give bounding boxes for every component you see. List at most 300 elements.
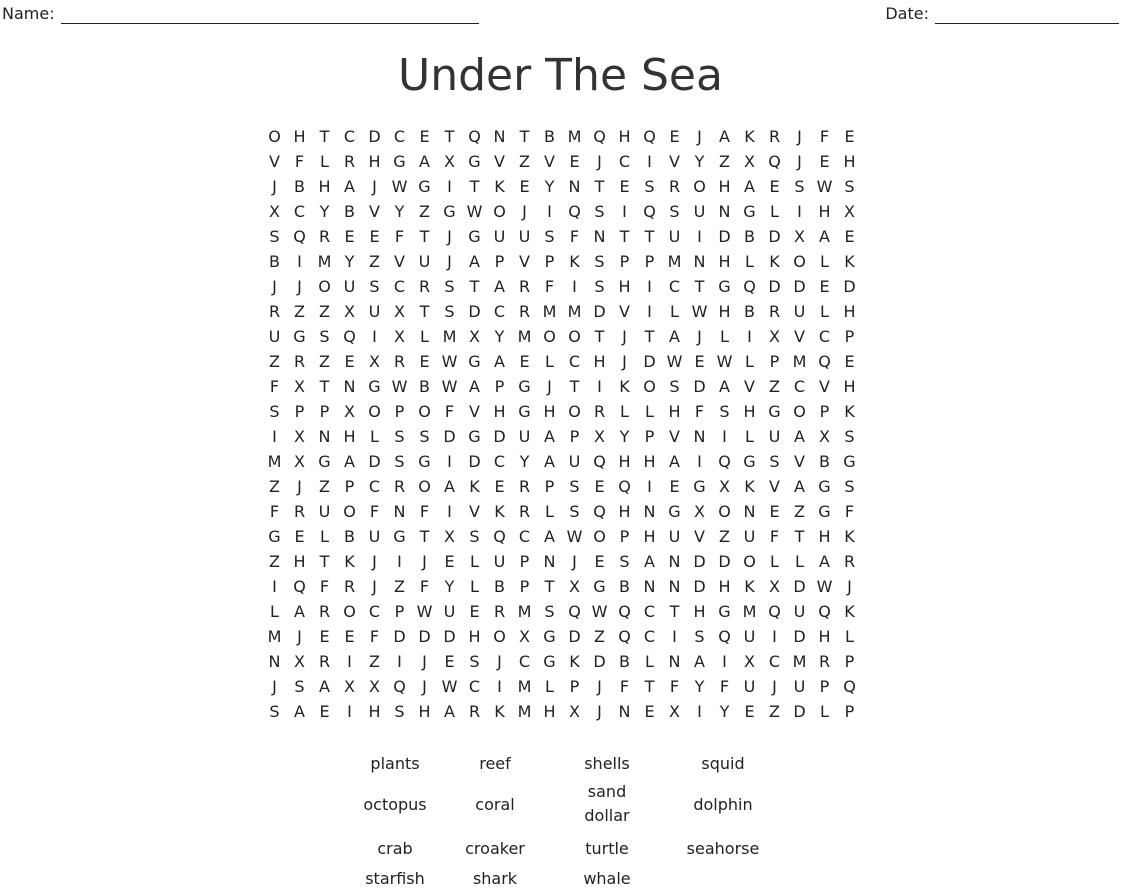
grid-letter: H <box>743 402 756 421</box>
grid-letter: G <box>543 627 556 646</box>
grid-row <box>262 349 862 374</box>
grid-letter: D <box>643 352 656 371</box>
grid-letter: A <box>644 552 655 571</box>
grid-letter: C <box>368 477 381 496</box>
grid-letter: T <box>419 527 430 546</box>
grid-letter: X <box>294 452 305 471</box>
grid-letter: R <box>768 127 781 146</box>
grid-letter: I <box>397 552 402 571</box>
grid-letter: N <box>668 652 681 671</box>
grid-letter: D <box>718 552 731 571</box>
grid-letter: T <box>319 552 330 571</box>
grid-letter: U <box>518 427 531 446</box>
grid-letter: I <box>647 302 652 321</box>
grid-letter: M <box>517 677 532 696</box>
grid-row <box>262 274 862 299</box>
grid-letter: F <box>719 677 730 696</box>
grid-letter: X <box>369 677 380 696</box>
grid-letter: H <box>668 402 681 421</box>
grid-letter: B <box>344 527 355 546</box>
grid-letter: Q <box>643 202 656 221</box>
grid-row <box>262 699 862 724</box>
grid-letter: H <box>818 627 831 646</box>
grid-letter: W <box>416 602 433 621</box>
grid-row <box>262 574 862 599</box>
grid-letter: Z <box>594 627 605 646</box>
grid-letter: F <box>269 502 280 521</box>
grid-letter: Z <box>769 702 780 721</box>
grid-letter: E <box>419 127 430 146</box>
grid-letter: X <box>294 652 305 671</box>
grid-letter: W <box>691 302 708 321</box>
grid-letter: G <box>743 202 756 221</box>
word-list-item: plants <box>370 754 420 773</box>
grid-letter: X <box>694 502 705 521</box>
grid-letter: P <box>819 402 830 421</box>
grid-letter: V <box>469 502 480 521</box>
grid-letter: W <box>441 677 458 696</box>
grid-letter: L <box>320 527 329 546</box>
grid-letter: Q <box>293 577 306 596</box>
grid-letter: Y <box>344 252 355 271</box>
grid-letter: J <box>297 477 302 496</box>
grid-letter: Q <box>618 627 631 646</box>
grid-letter: Q <box>593 127 606 146</box>
grid-letter: L <box>320 152 329 171</box>
grid-letter: S <box>644 177 655 196</box>
grid-letter: U <box>518 227 531 246</box>
grid-letter: H <box>718 177 731 196</box>
grid-letter: B <box>619 577 630 596</box>
grid-letter: J <box>372 177 377 196</box>
grid-letter: A <box>294 702 305 721</box>
grid-row <box>262 249 862 274</box>
grid-letter: A <box>544 427 555 446</box>
grid-letter: A <box>344 452 355 471</box>
grid-letter: U <box>743 527 756 546</box>
grid-letter: S <box>419 427 430 446</box>
grid-letter: J <box>272 677 277 696</box>
grid-letter: Q <box>568 602 581 621</box>
grid-letter: X <box>744 152 755 171</box>
grid-letter: U <box>693 202 706 221</box>
grid-letter: E <box>769 177 780 196</box>
grid-letter: L <box>420 327 429 346</box>
grid-letter: U <box>668 527 681 546</box>
grid-letter: P <box>494 377 505 396</box>
grid-letter: W <box>391 377 408 396</box>
grid-letter: D <box>793 577 806 596</box>
grid-letter: S <box>469 527 480 546</box>
grid-letter: E <box>519 177 530 196</box>
grid-letter: G <box>718 602 731 621</box>
word-list-item: octopus <box>363 795 427 814</box>
grid-letter: H <box>418 702 431 721</box>
grid-letter: E <box>294 527 305 546</box>
grid-letter: K <box>494 702 505 721</box>
grid-letter: Q <box>293 227 306 246</box>
grid-letter: E <box>744 702 755 721</box>
grid-letter: N <box>318 427 331 446</box>
grid-letter: E <box>769 502 780 521</box>
grid-letter: Z <box>319 352 330 371</box>
grid-letter: A <box>669 327 680 346</box>
grid-letter: S <box>569 502 580 521</box>
grid-letter: P <box>519 577 530 596</box>
grid-row <box>262 549 862 574</box>
grid-letter: B <box>544 127 555 146</box>
grid-letter: M <box>317 252 332 271</box>
grid-letter: Y <box>619 427 630 446</box>
grid-letter: L <box>645 402 654 421</box>
grid-letter: O <box>543 327 556 346</box>
grid-letter: N <box>568 177 581 196</box>
grid-letter: T <box>319 377 330 396</box>
grid-letter: G <box>518 402 531 421</box>
grid-letter: L <box>645 652 654 671</box>
grid-letter: Q <box>768 602 781 621</box>
grid-letter: F <box>369 502 380 521</box>
grid-letter: Q <box>643 127 656 146</box>
grid-letter: D <box>768 227 781 246</box>
grid-letter: H <box>843 377 856 396</box>
grid-letter: D <box>418 627 431 646</box>
grid-letter: J <box>297 627 302 646</box>
grid-letter: L <box>820 702 829 721</box>
grid-letter: H <box>543 402 556 421</box>
grid-letter: J <box>597 152 602 171</box>
grid-letter: I <box>772 627 777 646</box>
grid-letter: G <box>368 377 381 396</box>
grid-letter: F <box>769 527 780 546</box>
grid-letter: P <box>519 552 530 571</box>
grid-letter: O <box>568 327 581 346</box>
letter-grid <box>262 124 862 724</box>
grid-letter: D <box>768 277 781 296</box>
grid-letter: P <box>769 352 780 371</box>
grid-letter: J <box>297 277 302 296</box>
grid-letter: C <box>518 652 531 671</box>
grid-letter: E <box>494 477 505 496</box>
grid-letter: S <box>594 277 605 296</box>
grid-letter: M <box>267 627 282 646</box>
grid-letter: D <box>593 302 606 321</box>
date-label: Date: <box>885 4 929 23</box>
grid-letter: A <box>819 552 830 571</box>
grid-letter: S <box>794 177 805 196</box>
grid-letter: W <box>466 202 483 221</box>
grid-letter: R <box>493 602 506 621</box>
grid-letter: M <box>792 352 807 371</box>
grid-letter: C <box>393 127 406 146</box>
grid-letter: H <box>593 352 606 371</box>
grid-letter: U <box>743 627 756 646</box>
grid-letter: G <box>443 202 456 221</box>
grid-letter: R <box>268 302 281 321</box>
grid-letter: I <box>272 427 277 446</box>
grid-letter: P <box>819 677 830 696</box>
grid-letter: E <box>819 152 830 171</box>
grid-letter: K <box>469 477 480 496</box>
word-list-item: squid <box>701 754 745 773</box>
grid-letter: J <box>372 577 377 596</box>
grid-letter: Q <box>618 477 631 496</box>
grid-letter: Y <box>719 702 730 721</box>
grid-letter: V <box>769 477 780 496</box>
grid-letter: J <box>797 152 802 171</box>
grid-letter: L <box>770 202 779 221</box>
grid-letter: P <box>644 252 655 271</box>
word-list-item: shells <box>584 754 630 773</box>
grid-letter: H <box>368 152 381 171</box>
grid-letter: N <box>593 227 606 246</box>
grid-letter: M <box>442 327 457 346</box>
grid-letter: D <box>468 302 481 321</box>
grid-letter: Z <box>319 302 330 321</box>
grid-letter: P <box>569 427 580 446</box>
grid-letter: N <box>693 252 706 271</box>
grid-letter: E <box>444 552 455 571</box>
grid-letter: E <box>844 127 855 146</box>
grid-letter: Y <box>519 452 530 471</box>
grid-letter: J <box>447 252 452 271</box>
grid-letter: L <box>795 552 804 571</box>
grid-letter: E <box>444 652 455 671</box>
grid-letter: Q <box>493 527 506 546</box>
word-list-item: reef <box>479 754 511 773</box>
grid-row <box>262 499 862 524</box>
grid-letter: M <box>517 602 532 621</box>
word-list-item: dolphin <box>693 795 753 814</box>
grid-letter: M <box>542 302 557 321</box>
grid-letter: V <box>469 402 480 421</box>
grid-letter: I <box>447 502 452 521</box>
grid-letter: B <box>269 252 280 271</box>
grid-letter: M <box>567 127 582 146</box>
grid-letter: R <box>318 602 331 621</box>
grid-letter: E <box>819 277 830 296</box>
grid-letter: U <box>768 427 781 446</box>
grid-letter: S <box>319 327 330 346</box>
name-field <box>2 4 479 24</box>
grid-letter: A <box>694 652 705 671</box>
grid-letter: P <box>844 702 855 721</box>
grid-letter: E <box>569 152 580 171</box>
grid-row <box>262 424 862 449</box>
grid-letter: N <box>743 502 756 521</box>
grid-letter: A <box>494 352 505 371</box>
grid-letter: C <box>468 677 481 696</box>
grid-letter: X <box>519 627 530 646</box>
grid-letter: S <box>444 302 455 321</box>
grid-letter: R <box>418 277 431 296</box>
grid-letter: Z <box>794 502 805 521</box>
grid-letter: R <box>293 352 306 371</box>
grid-letter: H <box>718 577 731 596</box>
grid-letter: A <box>544 527 555 546</box>
grid-letter: N <box>668 552 681 571</box>
grid-letter: T <box>644 327 655 346</box>
grid-letter: G <box>668 502 681 521</box>
grid-letter: K <box>344 552 355 571</box>
grid-letter: Z <box>369 252 380 271</box>
grid-letter: F <box>569 227 580 246</box>
grid-letter: G <box>543 652 556 671</box>
grid-letter: T <box>569 377 580 396</box>
grid-letter: E <box>694 352 705 371</box>
grid-letter: S <box>269 402 280 421</box>
grid-letter: Q <box>343 327 356 346</box>
grid-letter: E <box>419 352 430 371</box>
grid-letter: U <box>793 602 806 621</box>
grid-letter: E <box>844 352 855 371</box>
grid-letter: V <box>369 202 380 221</box>
grid-letter: J <box>522 202 527 221</box>
grid-letter: P <box>544 477 555 496</box>
grid-letter: E <box>519 352 530 371</box>
grid-letter: R <box>343 152 356 171</box>
grid-letter: U <box>493 552 506 571</box>
grid-letter: K <box>844 602 855 621</box>
grid-letter: X <box>344 402 355 421</box>
grid-letter: D <box>443 627 456 646</box>
grid-letter: O <box>318 277 331 296</box>
grid-letter: H <box>843 152 856 171</box>
grid-letter: H <box>293 127 306 146</box>
grid-letter: B <box>744 227 755 246</box>
grid-letter: M <box>742 602 757 621</box>
grid-letter: Y <box>444 577 455 596</box>
grid-letter: S <box>294 677 305 696</box>
grid-letter: X <box>469 327 480 346</box>
date-blank-line <box>935 6 1119 24</box>
grid-letter: R <box>518 302 531 321</box>
grid-letter: T <box>419 227 430 246</box>
grid-letter: X <box>594 427 605 446</box>
grid-letter: P <box>544 252 555 271</box>
grid-letter: H <box>718 302 731 321</box>
grid-letter: W <box>441 377 458 396</box>
grid-letter: O <box>718 502 731 521</box>
grid-letter: I <box>297 252 302 271</box>
grid-letter: L <box>845 627 854 646</box>
grid-letter: D <box>393 627 406 646</box>
grid-letter: X <box>394 327 405 346</box>
grid-letter: J <box>622 352 627 371</box>
grid-letter: C <box>493 452 506 471</box>
grid-letter: D <box>368 127 381 146</box>
grid-letter: Q <box>468 127 481 146</box>
grid-letter: I <box>697 227 702 246</box>
grid-letter: J <box>272 277 277 296</box>
grid-letter: C <box>668 277 681 296</box>
grid-letter: I <box>497 677 502 696</box>
grid-letter: E <box>344 627 355 646</box>
grid-letter: S <box>594 202 605 221</box>
grid-letter: A <box>719 127 730 146</box>
grid-letter: V <box>744 377 755 396</box>
grid-letter: G <box>268 527 281 546</box>
grid-letter: C <box>343 127 356 146</box>
grid-letter: V <box>619 302 630 321</box>
grid-letter: C <box>643 627 656 646</box>
grid-letter: I <box>372 327 377 346</box>
grid-letter: W <box>591 602 608 621</box>
grid-letter: S <box>394 427 405 446</box>
grid-letter: V <box>269 152 280 171</box>
grid-letter: N <box>643 502 656 521</box>
grid-letter: W <box>441 352 458 371</box>
grid-letter: M <box>792 652 807 671</box>
grid-letter: S <box>669 377 680 396</box>
grid-letter: X <box>344 677 355 696</box>
grid-letter: G <box>468 227 481 246</box>
grid-letter: Q <box>593 452 606 471</box>
grid-letter: L <box>820 302 829 321</box>
grid-letter: J <box>697 127 702 146</box>
grid-letter: C <box>293 202 306 221</box>
grid-letter: S <box>544 227 555 246</box>
grid-letter: C <box>643 602 656 621</box>
grid-letter: O <box>343 502 356 521</box>
grid-letter: T <box>519 127 530 146</box>
grid-letter: I <box>347 652 352 671</box>
grid-letter: A <box>444 702 455 721</box>
grid-letter: A <box>719 377 730 396</box>
grid-letter: K <box>844 402 855 421</box>
grid-letter: X <box>769 577 780 596</box>
grid-letter: X <box>444 152 455 171</box>
grid-letter: E <box>619 177 630 196</box>
grid-letter: L <box>745 352 754 371</box>
grid-letter: G <box>418 452 431 471</box>
grid-letter: F <box>669 677 680 696</box>
grid-letter: D <box>443 427 456 446</box>
grid-letter: Q <box>768 152 781 171</box>
grid-letter: B <box>494 577 505 596</box>
grid-letter: D <box>468 452 481 471</box>
grid-letter: H <box>493 402 506 421</box>
grid-letter: D <box>368 452 381 471</box>
grid-letter: X <box>669 702 680 721</box>
grid-letter: B <box>419 377 430 396</box>
grid-letter: G <box>743 452 756 471</box>
grid-letter: E <box>344 352 355 371</box>
grid-letter: L <box>770 552 779 571</box>
grid-letter: P <box>644 427 655 446</box>
grid-letter: G <box>518 377 531 396</box>
grid-letter: C <box>568 352 581 371</box>
grid-letter: H <box>368 702 381 721</box>
grid-letter: G <box>718 277 731 296</box>
grid-letter: U <box>268 327 281 346</box>
grid-letter: X <box>719 477 730 496</box>
grid-letter: H <box>468 627 481 646</box>
grid-letter: S <box>469 652 480 671</box>
grid-letter: N <box>343 377 356 396</box>
grid-letter: S <box>844 477 855 496</box>
grid-letter: F <box>394 227 405 246</box>
grid-letter: T <box>644 677 655 696</box>
grid-letter: P <box>619 252 630 271</box>
grid-letter: I <box>622 202 627 221</box>
grid-letter: H <box>818 202 831 221</box>
grid-letter: F <box>369 627 380 646</box>
grid-letter: T <box>644 227 655 246</box>
grid-letter: R <box>518 477 531 496</box>
grid-letter: U <box>793 677 806 696</box>
grid-letter: C <box>393 277 406 296</box>
